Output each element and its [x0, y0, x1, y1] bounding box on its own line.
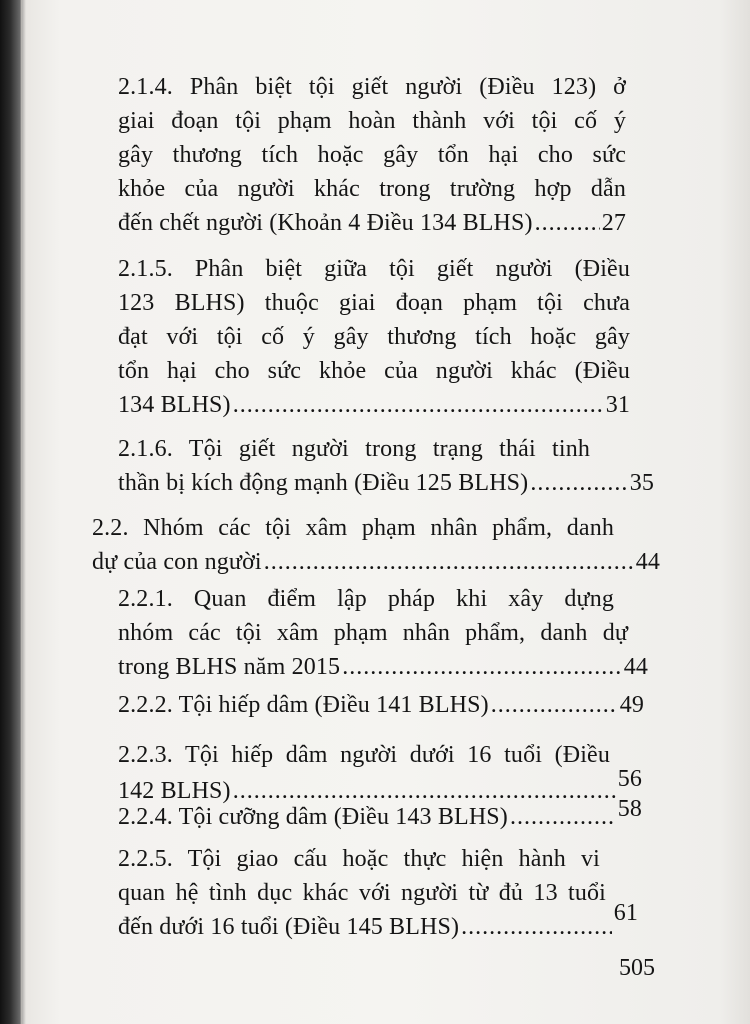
toc-line: đạt với tội cố ý gây thương tích hoặc gây: [118, 324, 630, 350]
dot-leader: [461, 910, 612, 944]
toc-line: 2.2.5. Tội giao cấu hoặc thực hiện hành vi: [118, 846, 600, 872]
toc-page-number: 31: [605, 392, 630, 418]
toc-entry-2-2-5: [118, 842, 638, 944]
dot-leader: [491, 688, 618, 722]
toc-entry-text: thần bị kích động mạnh (Điều 125 BLHS): [118, 470, 529, 496]
toc-line: khỏe của người khác trong trường hợp dẫn: [118, 176, 626, 202]
dot-leader: [535, 206, 600, 240]
toc-last-line: [118, 650, 648, 684]
dot-leader: [342, 650, 622, 684]
toc-page-number: 56: [617, 766, 642, 792]
toc-page-number: 44: [635, 549, 660, 575]
toc-last-line: [118, 796, 642, 834]
toc-page-number: 27: [601, 210, 626, 236]
toc-entry-text: 134 BLHS): [118, 392, 231, 418]
toc-entry-2-1-5: [118, 252, 630, 422]
toc-line: 2.1.6. Tội giết người trong trạng thái tinh: [118, 436, 590, 462]
toc-entry-text: 2.2.4. Tội cưỡng dâm (Điều 143 BLHS): [118, 804, 508, 830]
toc-entry-text: đến dưới 16 tuổi (Điều 145 BLHS): [118, 914, 460, 940]
page-number: 505: [619, 955, 655, 981]
toc-entry-text: 2.2.2. Tội hiếp dâm (Điều 141 BLHS): [118, 692, 489, 718]
toc-line: 2.2.3. Tội hiếp dâm người dưới 16 tuổi (Điều: [118, 742, 610, 768]
toc-entry-2-2-1: [118, 582, 656, 684]
toc-page-number: 44: [623, 654, 648, 680]
toc-entry-2-2: [92, 511, 660, 579]
dot-leader: [264, 545, 634, 579]
toc-line: 2.2.1. Quan điểm lập pháp khi xây dựng: [118, 586, 614, 612]
toc-entry-2-1-4: [118, 70, 626, 240]
toc-page-number: 35: [629, 470, 654, 496]
toc-page-number: 49: [619, 692, 644, 718]
toc-entry-text: trong BLHS năm 2015: [118, 654, 341, 680]
toc-entry-2-2-3: [118, 738, 642, 806]
toc-entry-2-2-2: [118, 688, 644, 722]
toc-last-line: [118, 466, 654, 500]
dot-leader: [510, 800, 616, 834]
toc-line: 2.1.5. Phân biệt giữa tội giết người (Điều: [118, 256, 630, 282]
toc-page-number: 58: [617, 796, 642, 822]
toc-last-line: [118, 688, 644, 722]
dot-leader: [233, 388, 604, 422]
toc-last-line: [92, 545, 660, 579]
toc-entry-text: đến chết người (Khoản 4 Điều 134 BLHS): [118, 210, 533, 236]
toc-last-line: [118, 900, 638, 944]
toc-line: giai đoạn tội phạm hoàn thành với tội cố ý: [118, 108, 626, 134]
dot-leader: [530, 466, 627, 500]
toc-entry-2-1-6: [118, 432, 654, 500]
toc-last-line: [118, 206, 626, 240]
toc-entry-text: 142 BLHS): [118, 778, 231, 804]
toc-line: nhóm các tội xâm phạm nhân phẩm, danh dự: [118, 620, 628, 646]
toc-line: 2.1.4. Phân biệt tội giết người (Điều 123) ở: [118, 74, 626, 100]
toc-line: gây thương tích hoặc gây tổn hại cho sức: [118, 142, 626, 168]
toc-line: 2.2. Nhóm các tội xâm phạm nhân phẩm, danh: [92, 515, 614, 541]
toc-line: tổn hại cho sức khỏe của người khác (Điều: [118, 358, 630, 384]
toc-last-line: [118, 388, 630, 422]
book-binding-shadow: [0, 0, 22, 1024]
toc-entry-text: dự của con người: [92, 549, 262, 575]
toc-line: 123 BLHS) thuộc giai đoạn phạm tội chưa: [118, 290, 630, 316]
toc-entry-2-2-4: [118, 796, 642, 834]
toc-line: quan hệ tình dục khác với người từ đủ 13 tuổi: [118, 880, 606, 906]
toc-page-number: 61: [613, 900, 638, 926]
